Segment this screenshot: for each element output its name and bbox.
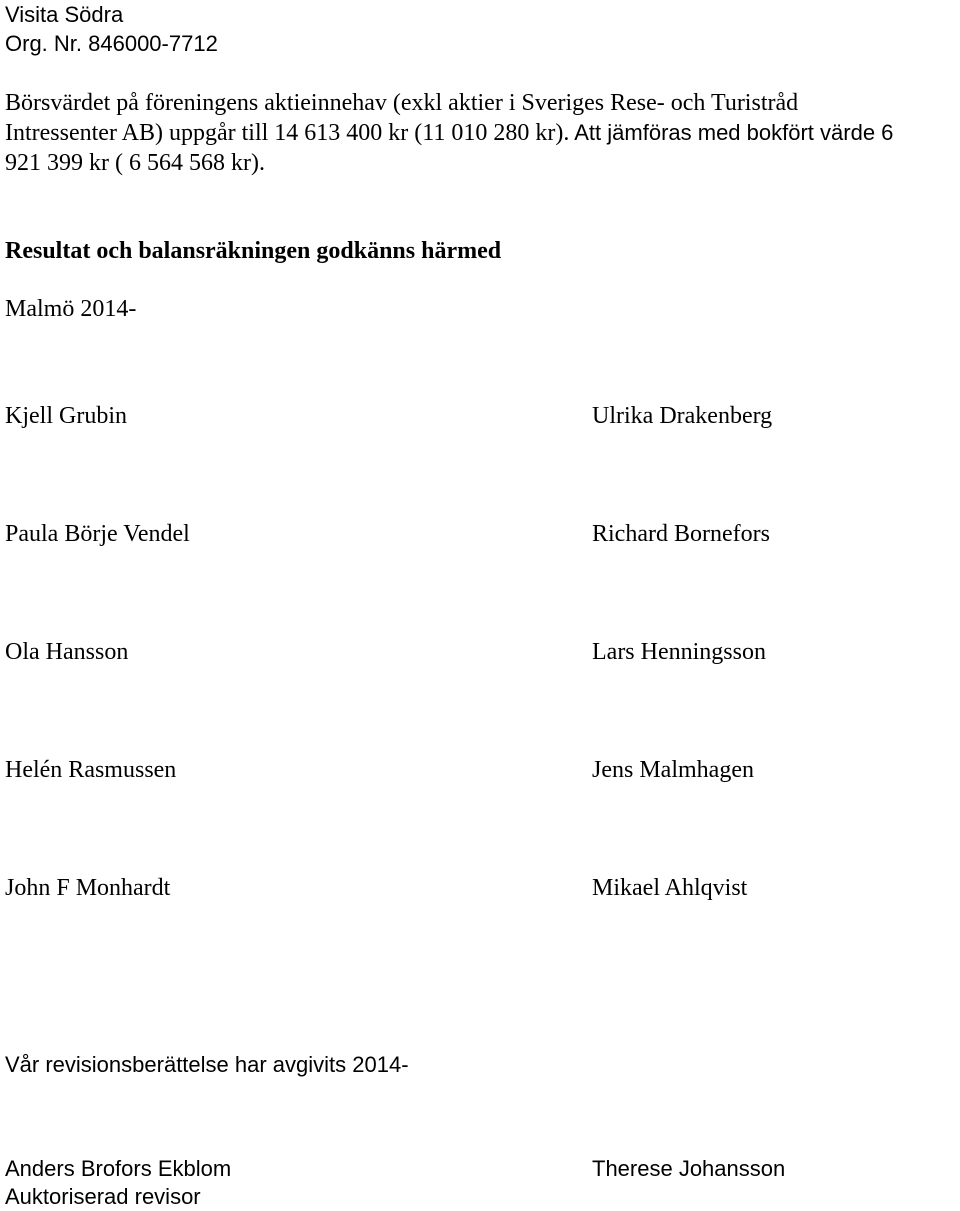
signatory-right-5: Mikael Ahlqvist xyxy=(592,875,748,901)
signatory-right-4: Jens Malmhagen xyxy=(592,757,754,783)
organization-number: Org. Nr. 846000-7712 xyxy=(5,31,218,56)
valuation-paragraph xyxy=(5,88,955,178)
approval-statement: Resultat och balansräkningen godkänns härmed xyxy=(5,238,502,264)
valuation-line-2 xyxy=(5,118,955,148)
signatory-right-2: Richard Bornefors xyxy=(592,521,770,547)
valuation-line-3: 921 399 kr ( 6 564 568 kr). xyxy=(5,150,265,176)
valuation-line-2b: Att jämföras med bokfört värde 6 xyxy=(569,120,894,145)
valuation-line-1: Börsvärdet på föreningens aktieinnehav (exkl aktier i Sveriges Rese- och Turistråd xyxy=(5,90,799,116)
auditor-left-title: Auktoriserad revisor xyxy=(5,1184,201,1209)
place-date: Malmö 2014- xyxy=(5,296,137,322)
auditor-right-name: Therese Johansson xyxy=(592,1156,786,1181)
signatory-left-1: Kjell Grubin xyxy=(5,403,127,429)
valuation-line-2a: Intressenter AB) uppgår till 14 613 400 kr (11 010 280 kr). xyxy=(5,120,570,146)
signatory-left-2: Paula Börje Vendel xyxy=(5,521,190,547)
signatory-right-3: Lars Henningsson xyxy=(592,639,766,665)
auditor-left-name: Anders Brofors Ekblom xyxy=(5,1156,232,1181)
organization-name: Visita Södra xyxy=(5,2,124,27)
signatory-left-3: Ola Hansson xyxy=(5,639,129,665)
signatory-right-1: Ulrika Drakenberg xyxy=(592,403,773,429)
signatory-left-5: John F Monhardt xyxy=(5,875,171,901)
audit-statement: Vår revisionsberättelse har avgivits 2014- xyxy=(5,1052,409,1077)
signatory-left-4: Helén Rasmussen xyxy=(5,757,177,783)
